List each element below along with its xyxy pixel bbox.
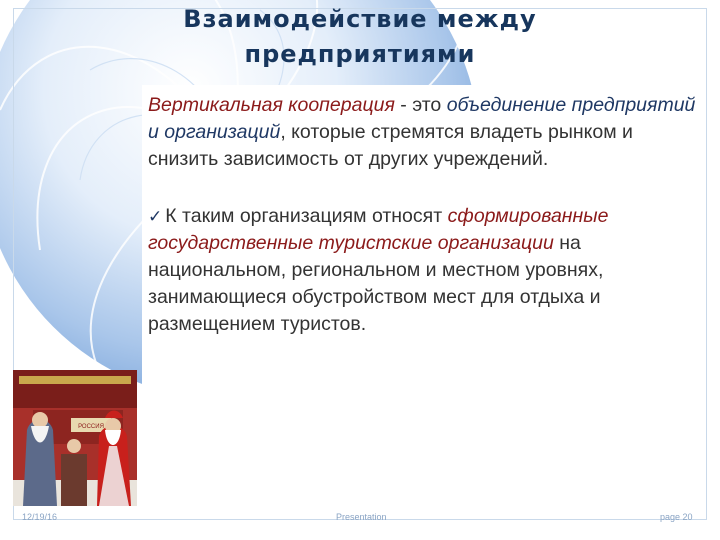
checkmark-bullet-icon: ✓	[148, 207, 163, 226]
definition-paragraph	[148, 92, 703, 173]
footer-date: 12/19/16	[22, 512, 58, 522]
definition-emphasis: объединение предприятий и организаций	[148, 94, 696, 143]
footer-page-number: page 20	[660, 512, 693, 522]
term-vertical-cooperation: Вертикальная кооперация	[148, 94, 395, 116]
title-line-1: Взаимодействие между	[183, 5, 537, 33]
title-line-2: предприятиями	[244, 40, 476, 68]
bullet-rest: на национальном, региональном и местном уровнях, занимающиеся обустройством мест для отдыха и размещением туристов.	[148, 232, 604, 335]
bullet-emphasis: сформированные государственные туристские организации	[148, 205, 609, 254]
footer-presentation: Presentation	[336, 512, 387, 522]
photo-illustration	[13, 370, 137, 506]
photo-ded-moroz	[13, 370, 137, 506]
term-separator: - это	[394, 94, 447, 116]
slide-body	[148, 92, 703, 338]
bullet-paragraph	[148, 203, 703, 338]
slide-title	[150, 2, 570, 72]
definition-rest: , которые стремятся владеть рынком и снизить зависимость от других учреждений.	[148, 121, 633, 170]
photo-sign-text: РОССИЯ	[78, 424, 104, 430]
bullet-intro: К таким организациям относят	[165, 205, 448, 227]
